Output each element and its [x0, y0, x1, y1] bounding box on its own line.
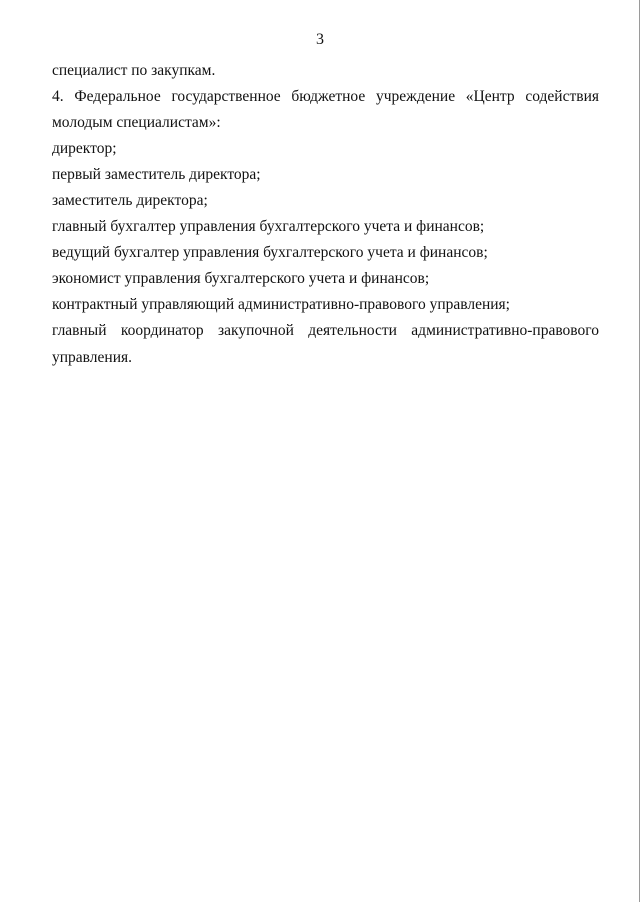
- text-line-director: директор;: [52, 140, 117, 157]
- text-line-deputy: заместитель директора;: [52, 192, 208, 209]
- text-line-institution-heading: 4. Федеральное государственное бюджетное учреждение «Центр содействия: [52, 88, 599, 105]
- text-line-leading-accountant: ведущий бухгалтер управления бухгалтерского учета и финансов;: [52, 244, 488, 261]
- page-number: 3: [316, 31, 324, 48]
- text-line-chief-accountant: главный бухгалтер управления бухгалтерского учета и финансов;: [52, 218, 485, 235]
- text-line-chief-coordinator: главный координатор закупочной деятельности административно-правового: [52, 322, 599, 339]
- text-line-institution-heading-cont: молодым специалистам»:: [52, 114, 221, 131]
- text-line-chief-coordinator-cont: управления.: [52, 349, 132, 366]
- text-line-first-deputy: первый заместитель директора;: [52, 166, 261, 183]
- text-line-economist: экономист управления бухгалтерского учета и финансов;: [52, 270, 430, 287]
- text-line-contract-manager: контрактный управляющий административно-правового управления;: [52, 296, 510, 313]
- text-line-procurement-specialist: специалист по закупкам.: [52, 62, 216, 79]
